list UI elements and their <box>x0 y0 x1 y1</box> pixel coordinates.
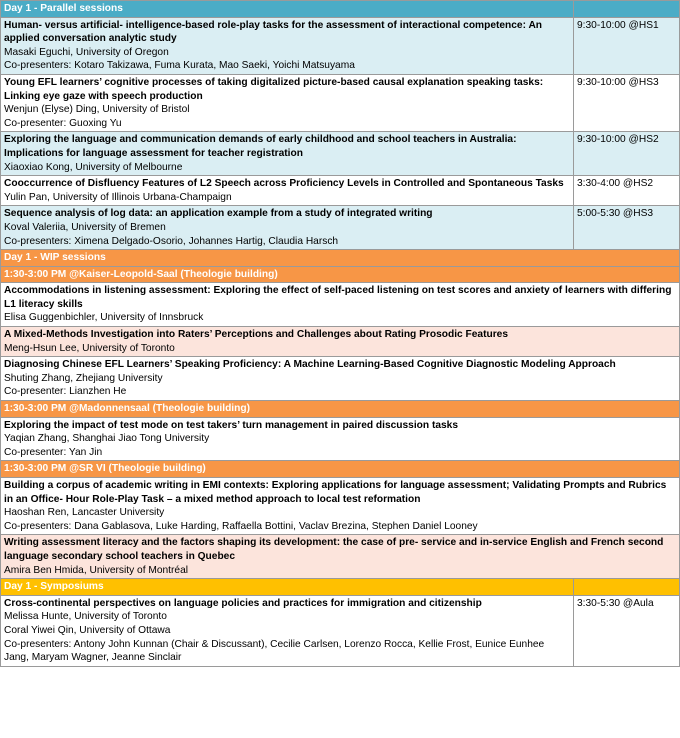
presentation-title: Exploring the impact of test mode on test takers’ turn management in paired discussion tasks <box>4 419 459 431</box>
presentation-row <box>1 283 680 327</box>
session-time: 5:00-5:30 @HS3 <box>574 206 680 250</box>
session-header <box>1 266 680 283</box>
header-label: Day 1 - Symposiums <box>1 579 574 596</box>
presentation-cell <box>1 17 574 74</box>
presenter-line: Co-presenters: Antony John Kunnan (Chair & Discussant), Cecilie Carlsen, Lorenzo Rocca, Kellie Frost, Eunice Eunhee Jang, Maryam Wagner, Jeanne Sinclair <box>4 638 545 664</box>
presentation-title: Building a corpus of academic writing in EMI contexts: Exploring applications for language assessment; Validating Prompts and Rubrics in an Office- Hour Role-Play Task – a mixed method approach to local test reformation <box>4 480 667 505</box>
presentation-title: Exploring the language and communication demands of early childhood and school teachers in Australia: Implications for language assessment for teacher registration <box>4 134 517 159</box>
header-time-cell <box>574 1 680 18</box>
presenter-line: Xiaoxiao Kong, University of Melbourne <box>4 161 183 173</box>
presenter-line: Co-presenters: Dana Gablasova, Luke Harding, Raffaella Bottini, Vaclav Brezina, Stephen Daniel Looney <box>4 520 478 532</box>
presenter-line: Melissa Hunte, University of Toronto <box>4 611 167 623</box>
presentation-cell <box>1 132 574 176</box>
presenter-line: Elisa Guggenbichler, University of Innsbruck <box>4 312 204 324</box>
header-time-cell <box>574 579 680 596</box>
presentation-row <box>1 478 680 535</box>
presentation-cell <box>1 357 680 401</box>
presentation-cell <box>1 74 574 131</box>
presenter-line: Coral Yiwei Qin, University of Ottawa <box>4 624 171 636</box>
section-header <box>1 1 680 18</box>
presentation-row <box>1 417 680 461</box>
presenter-line: Co-presenter: Lianzhen He <box>4 386 127 398</box>
presentation-row <box>1 176 680 206</box>
header-label: 1:30-3:00 PM @Madonnensaal (Theologie building) <box>1 401 680 418</box>
session-header <box>1 461 680 478</box>
presenter-line: Masaki Eguchi, University of Oregon <box>4 46 169 58</box>
presenter-line: Yulin Pan, University of Illinois Urbana-Champaign <box>4 191 232 203</box>
presenter-line: Meng-Hsun Lee, University of Toronto <box>4 342 175 354</box>
presenter-line: Co-presenters: Kotaro Takizawa, Fuma Kurata, Mao Saeki, Yoichi Matsuyama <box>4 60 355 72</box>
presentation-title: Sequence analysis of log data: an application example from a study of integrated writing <box>4 208 433 220</box>
session-time: 9:30-10:00 @HS2 <box>574 132 680 176</box>
presentation-row <box>1 357 680 401</box>
presenter-line: Shuting Zhang, Zhejiang University <box>4 372 163 384</box>
presentation-cell <box>1 327 680 357</box>
presentation-title: Accommodations in listening assessment: Exploring the effect of self-paced listening on test scores and anxiety of learners with differing L1 literacy skills <box>4 285 672 310</box>
presentation-cell <box>1 595 574 666</box>
presenter-line: Wenjun (Elyse) Ding, University of Bristol <box>4 104 190 116</box>
presentation-title: Cooccurrence of Disfluency Features of L2 Speech across Proficiency Levels in Controlled and Spontaneous Tasks <box>4 178 564 190</box>
presentation-title: Human- versus artificial- intelligence-based role-play tasks for the assessment of interactional competence: An applied conversation analytic study <box>4 19 543 45</box>
session-header <box>1 401 680 418</box>
presentation-row <box>1 74 680 131</box>
presenter-line: Koval Valeriia, University of Bremen <box>4 221 166 233</box>
presentation-cell <box>1 417 680 461</box>
header-label: Day 1 - WIP sessions <box>1 250 680 267</box>
presentation-row <box>1 595 680 666</box>
presentation-row <box>1 17 680 74</box>
presenter-line: Co-presenters: Ximena Delgado-Osorio, Johannes Hartig, Claudia Harsch <box>4 235 339 247</box>
presentation-row <box>1 132 680 176</box>
presenter-line: Yaqian Zhang, Shanghai Jiao Tong University <box>4 433 210 445</box>
presentation-title: Diagnosing Chinese EFL Learners’ Speaking Proficiency: A Machine Learning-Based Cognitive Diagnostic Modeling Approach <box>4 359 616 371</box>
session-time: 3:30-4:00 @HS2 <box>574 176 680 206</box>
presentation-cell <box>1 283 680 327</box>
header-label: 1:30-3:00 PM @Kaiser-Leopold-Saal (Theologie building) <box>1 266 680 283</box>
presentation-title: A Mixed-Methods Investigation into Raters’ Perceptions and Challenges about Rating Prosodic Features <box>4 329 508 341</box>
presentation-row <box>1 327 680 357</box>
session-time: 9:30-10:00 @HS3 <box>574 74 680 131</box>
presentation-cell <box>1 535 680 579</box>
presenter-line: Amira Ben Hmida, University of Montréal <box>4 564 189 576</box>
presentation-cell <box>1 206 574 250</box>
session-time: 9:30-10:00 @HS1 <box>574 17 680 74</box>
header-label: Day 1 - Parallel sessions <box>1 1 574 18</box>
presentation-row <box>1 535 680 579</box>
session-time: 3:30-5:30 @Aula <box>574 595 680 666</box>
presenter-line: Co-presenter: Guoxing Yu <box>4 117 122 129</box>
section-header <box>1 579 680 596</box>
presentation-title: Cross-continental perspectives on language policies and practices for immigration and citizenship <box>4 597 482 609</box>
header-label: 1:30-3:00 PM @SR VI (Theologie building) <box>1 461 680 478</box>
presenter-line: Haoshan Ren, Lancaster University <box>4 507 165 519</box>
presentation-title: Young EFL learners’ cognitive processes of taking digitalized picture-based causal explanation speaking tasks: Linking eye gaze with speech production <box>4 76 544 102</box>
presenter-line: Co-presenter: Yan Jin <box>4 446 103 458</box>
presentation-row <box>1 206 680 250</box>
presentation-title: Writing assessment literacy and the factors shaping its development: the case of pre- service and in-service English and French second language secondary school teachers in Quebec <box>4 537 664 562</box>
section-header <box>1 250 680 267</box>
presentation-cell <box>1 176 574 206</box>
presentation-cell <box>1 478 680 535</box>
